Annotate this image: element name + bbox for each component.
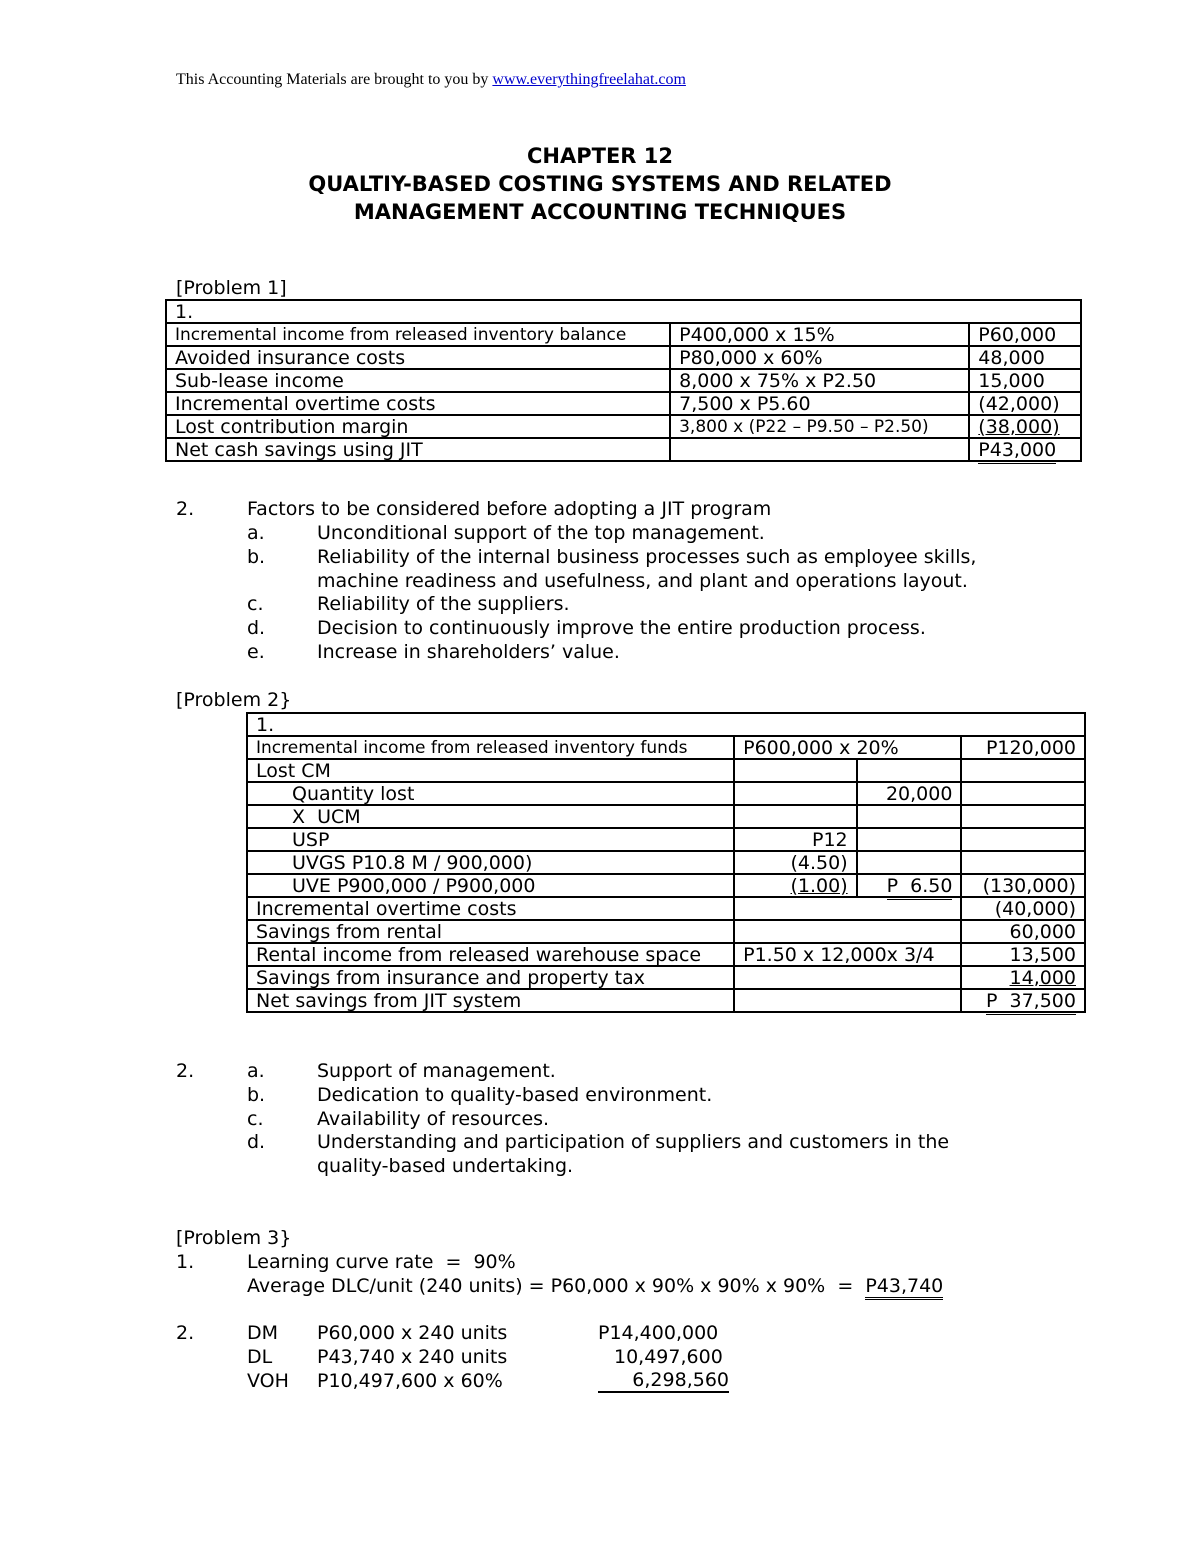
row-calc (670, 438, 969, 461)
table-row (247, 805, 1085, 828)
row-amount-cell (969, 438, 1081, 461)
list-item: Availability of resources. (317, 1108, 550, 1130)
cost-amount: 10,497,600 (614, 1346, 723, 1368)
problem1-label: [Problem 1] (176, 277, 287, 299)
row-calc: 8,000 x 75% x P2.50 (670, 369, 969, 392)
list-item: Understanding and participation of suppliers and customers in the (317, 1131, 950, 1153)
list-item: Support of management. (317, 1060, 556, 1082)
row-calc: P600,000 x 20% (734, 736, 961, 759)
row-calc (734, 989, 961, 1012)
list-letter: c. (247, 593, 264, 615)
row-desc: Lost contribution margin (166, 415, 670, 438)
row-desc: Avoided insurance costs (166, 346, 670, 369)
row-desc: Quantity lost (247, 782, 734, 805)
row-amount-cell (969, 415, 1081, 438)
row-desc: Incremental income from released inventory funds (247, 736, 734, 759)
problem3-label: [Problem 3} (176, 1227, 292, 1249)
cost-calc: P10,497,600 x 60% (317, 1370, 503, 1392)
row-desc: Net savings from JIT system (247, 989, 734, 1012)
cost-code: DM (247, 1322, 279, 1344)
p3-q2-num: 2. (176, 1322, 195, 1344)
row-calc (734, 966, 961, 989)
row-calc: P1.50 x 12,000x 3/4 (734, 943, 961, 966)
row-calc: (4.50) (734, 851, 857, 874)
list-letter: d. (247, 617, 266, 639)
table-row (166, 346, 1081, 369)
row-desc: Incremental income from released inventory balance (166, 323, 670, 346)
row-calc: P80,000 x 60% (670, 346, 969, 369)
problem2-label: [Problem 2} (176, 689, 292, 711)
table-row (166, 369, 1081, 392)
table-row (247, 759, 1085, 782)
table-row (166, 438, 1081, 461)
row-calc (734, 920, 961, 943)
row-desc: Lost CM (247, 759, 734, 782)
table-row (247, 828, 1085, 851)
row-calc: 7,500 x P5.60 (670, 392, 969, 415)
row-sub (857, 828, 962, 851)
row-amount: (40,000) (961, 897, 1085, 920)
row-amount: 48,000 (969, 346, 1081, 369)
cost-calc: P60,000 x 240 units (317, 1322, 508, 1344)
chapter-subtitle-line1: QUALTIY-BASED COSTING SYSTEMS AND RELATED (308, 172, 892, 196)
row-amount: (38,000) (978, 415, 1060, 438)
row-desc: USP (247, 828, 734, 851)
row-amount (961, 759, 1085, 782)
row-calc: 3,800 x (P22 – P9.50 – P2.50) (670, 415, 969, 438)
list-letter: d. (247, 1131, 266, 1153)
row-calc-cell (734, 874, 857, 897)
list-item: Reliability of the suppliers. (317, 593, 570, 615)
row-amount: 13,500 (961, 943, 1085, 966)
table-row (247, 851, 1085, 874)
table-row (247, 897, 1085, 920)
problem1-table (165, 299, 1082, 462)
row-calc (734, 782, 857, 805)
list-letter: e. (247, 641, 265, 663)
list-item: Decision to continuously improve the entire production process. (317, 617, 926, 639)
row-sub-cell (857, 874, 962, 897)
row-amount: P43,000 (978, 439, 1056, 464)
table-row (247, 920, 1085, 943)
row-amount: P60,000 (969, 323, 1081, 346)
cost-code: DL (247, 1346, 273, 1368)
p3-q1-num: 1. (176, 1251, 195, 1273)
header-link[interactable]: www.everythingfreelahat.com (492, 71, 686, 88)
cost-code: VOH (247, 1370, 289, 1392)
row-amount-cell (961, 989, 1085, 1012)
row-amount (961, 782, 1085, 805)
problem2-table (246, 712, 1086, 1013)
p3-q1-line2 (247, 1274, 943, 1298)
row-sub: P 6.50 (887, 875, 953, 900)
row-sub (857, 805, 962, 828)
row-sub (857, 851, 962, 874)
list-letter: b. (247, 546, 266, 568)
cost-calc: P43,740 x 240 units (317, 1346, 508, 1368)
row-amount: 60,000 (961, 920, 1085, 943)
row-calc: P12 (734, 828, 857, 851)
problem1-table-head: 1. (166, 300, 1081, 323)
p1-q2-heading: Factors to be considered before adopting a JIT program (247, 498, 772, 520)
list-letter: a. (247, 1060, 265, 1082)
table-row (166, 415, 1081, 438)
cost-amount: P14,400,000 (598, 1322, 719, 1344)
table-row (247, 966, 1085, 989)
chapter-subtitle-line2: MANAGEMENT ACCOUNTING TECHNIQUES (353, 200, 847, 224)
row-desc: Savings from rental (247, 920, 734, 943)
list-item: Increase in shareholders’ value. (317, 641, 620, 663)
row-desc: Incremental overtime costs (247, 897, 734, 920)
row-amount: P 37,500 (986, 990, 1076, 1015)
list-item: Dedication to quality-based environment. (317, 1084, 713, 1106)
row-calc (734, 897, 961, 920)
list-item: Reliability of the internal business processes such as employee skills, (317, 546, 977, 568)
row-amount (961, 805, 1085, 828)
table-row (166, 323, 1081, 346)
table-row (166, 392, 1081, 415)
table-row (247, 782, 1085, 805)
list-item: Unconditional support of the top management. (317, 522, 765, 544)
table-row (247, 943, 1085, 966)
row-desc: UVGS P10.8 M / 900,000) (247, 851, 734, 874)
row-desc: Savings from insurance and property tax (247, 966, 734, 989)
table-row (247, 989, 1085, 1012)
source-header (176, 71, 686, 89)
list-item-continued: machine readiness and usefulness, and plant and operations layout. (317, 570, 968, 592)
table-row (247, 736, 1085, 759)
row-sub: 20,000 (857, 782, 962, 805)
row-desc: Rental income from released warehouse space (247, 943, 734, 966)
row-calc (734, 759, 857, 782)
list-letter: c. (247, 1108, 264, 1130)
row-amount: (130,000) (961, 874, 1085, 897)
row-amount: (42,000) (969, 392, 1081, 415)
chapter-title: CHAPTER 12 (526, 144, 673, 168)
row-amount: P120,000 (961, 736, 1085, 759)
p3-q1-line1: Learning curve rate = 90% (247, 1251, 516, 1273)
row-desc: Incremental overtime costs (166, 392, 670, 415)
row-amount: 15,000 (969, 369, 1081, 392)
row-desc: Net cash savings using JIT (166, 438, 670, 461)
header-text: This Accounting Materials are brought to you by (176, 71, 493, 88)
row-desc: UVE P900,000 / P900,000 (247, 874, 734, 897)
row-amount: 14,000 (1009, 966, 1076, 989)
list-letter: b. (247, 1084, 266, 1106)
p3-q1-formula: Average DLC/unit (240 units) = P60,000 x 90% x 90% x 90% = (247, 1275, 866, 1297)
row-desc: Sub-lease income (166, 369, 670, 392)
p1-q2-num: 2. (176, 498, 195, 520)
row-amount-cell (961, 966, 1085, 989)
problem2-table-head: 1. (247, 713, 1085, 736)
p2-q2-num: 2. (176, 1060, 195, 1082)
row-calc (734, 805, 857, 828)
row-amount (961, 851, 1085, 874)
row-amount (961, 828, 1085, 851)
p3-q1-result: P43,740 (865, 1275, 943, 1300)
row-calc: P400,000 x 15% (670, 323, 969, 346)
row-desc: X UCM (247, 805, 734, 828)
cost-amount: 6,298,560 (598, 1369, 729, 1393)
list-item-continued: quality-based undertaking. (317, 1155, 574, 1177)
list-letter: a. (247, 522, 265, 544)
row-calc: (1.00) (790, 874, 848, 897)
row-sub (857, 759, 962, 782)
table-row (247, 874, 1085, 897)
